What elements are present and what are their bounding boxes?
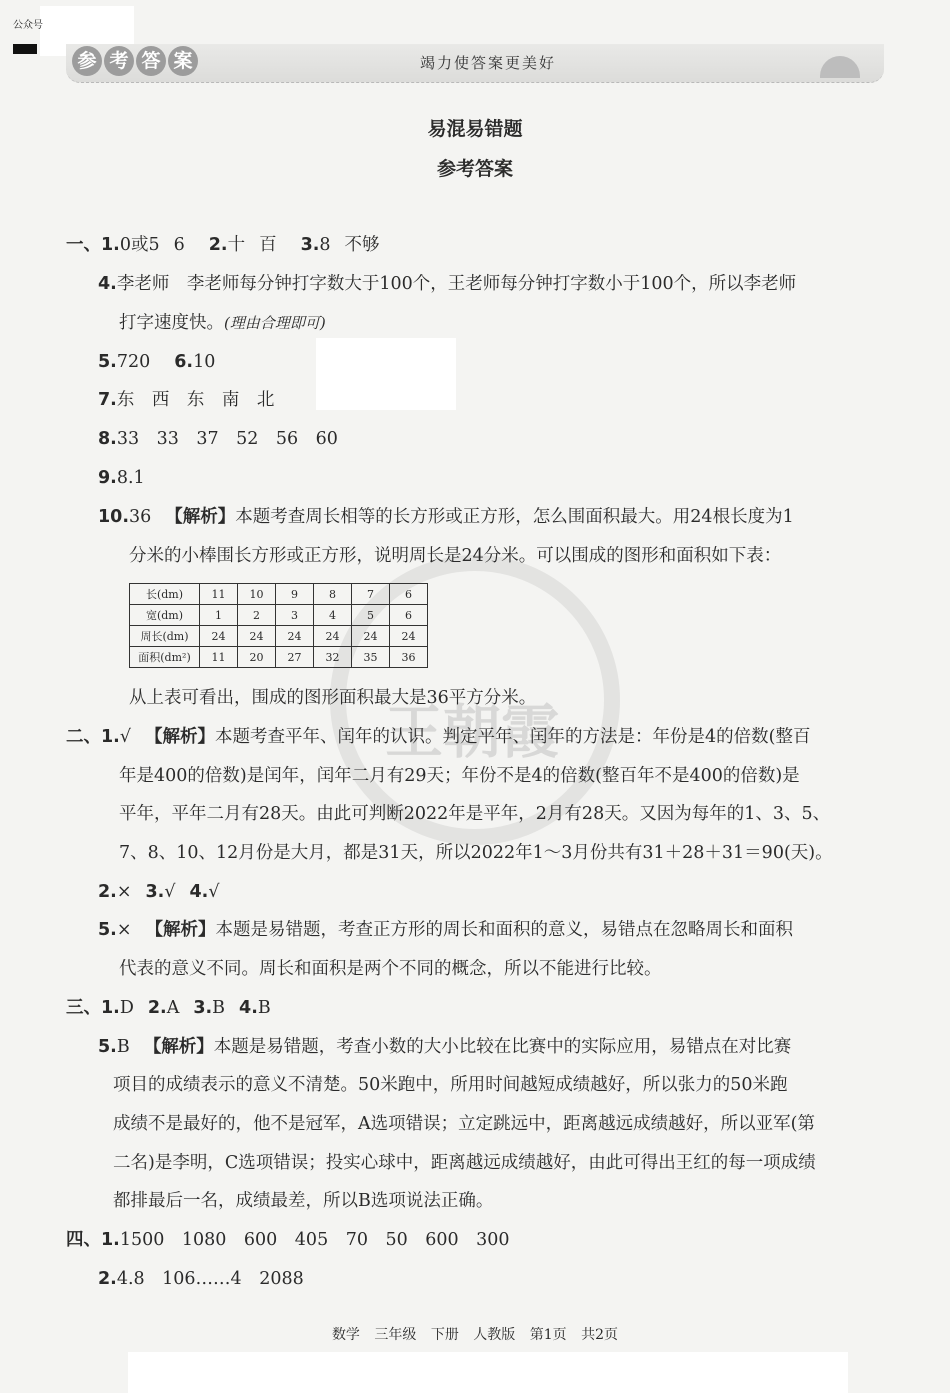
- table-cell: 24: [200, 626, 238, 647]
- table-cell: 4: [314, 605, 352, 626]
- dimension-table: [129, 583, 428, 668]
- brand-char: 答: [136, 46, 166, 76]
- answer-line: 分米的小棒围长方形或正方形，说明周长是24分米。可以围成的图形和面积如下表：: [129, 546, 782, 566]
- table-row: [130, 584, 428, 605]
- table-header-cell: 周长(dm): [130, 626, 200, 647]
- answer-line: 7.东 西 东 南 北: [98, 390, 275, 410]
- table-cell: 27: [276, 647, 314, 668]
- answer-line: 三、1.D 2.A 3.B 4.B: [66, 998, 271, 1018]
- footer-subject: 数学: [331, 1327, 360, 1343]
- table-cell: 35: [352, 647, 390, 668]
- answer-line: 5.720 6.10: [98, 352, 216, 372]
- table-cell: 24: [390, 626, 428, 647]
- table-cell: 8: [314, 584, 352, 605]
- table-cell: 24: [238, 626, 276, 647]
- page-footer: [0, 1324, 950, 1344]
- answer-line: 代表的意义不同。周长和面积是两个不同的概念，所以不能进行比较。: [119, 959, 662, 979]
- footer-volume: 下册: [430, 1327, 459, 1343]
- answer-line: 成绩不是最好的，他不是冠军，A选项错误；立定跳远中，距离越远成绩越好，所以亚军(第: [113, 1114, 815, 1134]
- table-cell: 9: [276, 584, 314, 605]
- answer-line: 5.B 【解析】本题是易错题，考查小数的大小比较在比赛中的实际应用，易错点在对比赛: [98, 1037, 792, 1057]
- table-header-cell: 长(dm): [130, 584, 200, 605]
- table-cell: 7: [352, 584, 390, 605]
- table-row: [130, 626, 428, 647]
- table-cell: 24: [276, 626, 314, 647]
- table-header-cell: 宽(dm): [130, 605, 200, 626]
- corner-label: 公众号: [13, 20, 43, 31]
- table-cell: 11: [200, 584, 238, 605]
- answer-line: 二、1.√ 【解析】本题考查平年、闰年的认识。判定平年、闰年的方法是：年份是4的倍数(整百: [66, 727, 811, 747]
- table-cell: 2: [238, 605, 276, 626]
- footer-total: 共2页: [581, 1327, 619, 1343]
- table-row: [130, 605, 428, 626]
- answer-line: 四、1.1500 1080 600 405 70 50 600 300: [66, 1230, 510, 1250]
- table-cell: 3: [276, 605, 314, 626]
- brand-char: 案: [168, 46, 198, 76]
- brand-char: 考: [104, 46, 134, 76]
- answer-line: 二名)是李明，C选项错误；投实心球中，距离越远成绩越好，由此可得出王红的每一项成绩: [113, 1153, 816, 1173]
- table-row: [130, 647, 428, 668]
- table-cell: 20: [238, 647, 276, 668]
- page-title: 易混易错题: [427, 118, 523, 140]
- answer-line: 都排最后一名，成绩最差，所以B选项说法正确。: [113, 1191, 494, 1211]
- watermark-text: 王朝霞: [385, 698, 560, 766]
- table-cell: 5: [352, 605, 390, 626]
- answer-line: 平年，平年二月有28天。由此可判断2022年是平年，2月有28天。又因为每年的1、3、5、: [119, 804, 831, 824]
- table-cell: 36: [390, 647, 428, 668]
- answer-line: 从上表可看出，围成的图形面积最大是36平方分米。: [129, 688, 537, 708]
- answer-line: 2.4.8 106……4 2088: [98, 1269, 304, 1289]
- table-cell: 10: [238, 584, 276, 605]
- brand-char: 参: [72, 46, 102, 76]
- answer-line: 年是400的倍数)是闰年，闰年二月有29天；年份不是4的倍数(整百年不是400的倍数)是: [119, 766, 800, 786]
- answer-line: 10.36 【解析】本题考查周长相等的长方形或正方形，怎么围面积最大。用24根长度为1: [98, 507, 794, 527]
- answer-line: 9.8.1: [98, 468, 145, 488]
- bottom-blank: [128, 1352, 848, 1393]
- table-header-cell: 面积(dm²): [130, 647, 200, 668]
- footer-edition: 人教版: [473, 1327, 516, 1343]
- answer-line: 一、1.0或5 6 2.十 百 3.8 不够: [66, 235, 380, 255]
- corner-bar: [13, 44, 37, 54]
- table-cell: 32: [314, 647, 352, 668]
- footer-grade: 三年级: [374, 1327, 417, 1343]
- table-cell: 1: [200, 605, 238, 626]
- table-cell: 6: [390, 605, 428, 626]
- header-slogan: 竭力使答案更美好: [420, 54, 557, 72]
- answer-line: 打字速度快。(理由合理即可): [119, 313, 326, 333]
- table-cell: 6: [390, 584, 428, 605]
- table-cell: 24: [314, 626, 352, 647]
- answer-line: 项目的成绩表示的意义不清楚。50米跑中，所用时间越短成绩越好，所以张力的50米跑: [113, 1075, 788, 1095]
- answer-line: 7、8、10、12月份是大月，都是31天，所以2022年1～3月份共有31＋28＋31＝90(天)。: [119, 843, 833, 863]
- table-cell: 11: [200, 647, 238, 668]
- brand-logo: [72, 46, 198, 78]
- answer-line: 8.33 33 37 52 56 60: [98, 429, 338, 449]
- page-subtitle: 参考答案: [436, 158, 513, 180]
- footer-page: 第1页: [529, 1327, 567, 1343]
- answer-line: 4.李老师 李老师每分钟打字数大于100个，王老师每分钟打字数小于100个，所以李老师: [98, 274, 797, 294]
- table-cell: 24: [352, 626, 390, 647]
- answer-line: 5.× 【解析】本题是易错题，考查正方形的周长和面积的意义，易错点在忽略周长和面积: [98, 920, 793, 940]
- answer-line: 2.× 3.√ 4.√: [98, 882, 220, 902]
- blank-patch: [316, 338, 456, 410]
